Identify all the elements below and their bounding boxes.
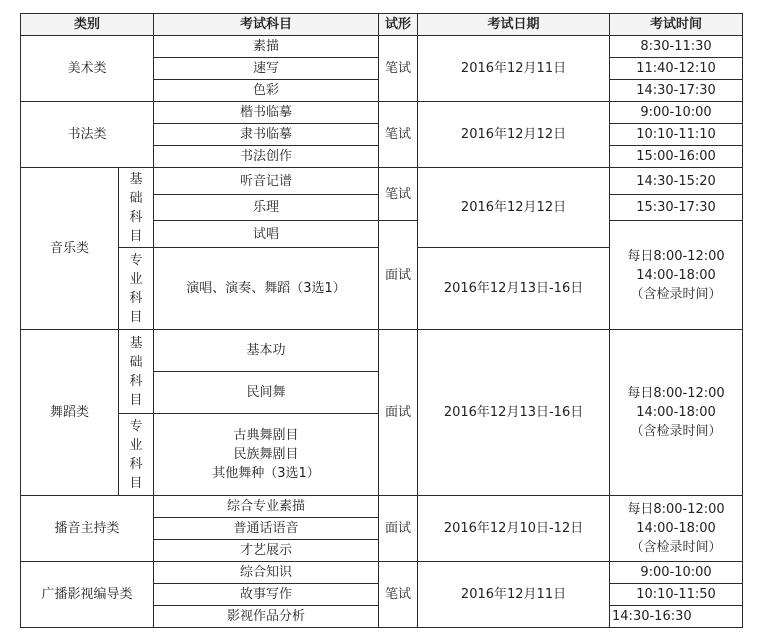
time-cell: 10:10-11:10 (610, 124, 743, 146)
dance-basic-label: 基 础 科 目 (119, 330, 154, 414)
subject-cell: 乐理 (154, 195, 379, 221)
table-row (21, 562, 743, 584)
date-cell: 2016年12月12日 (418, 102, 610, 168)
subject-cell: 演唱、演奏、舞蹈（3选1） (154, 248, 379, 330)
header-category: 类别 (21, 14, 154, 36)
subject-cell: 书法创作 (154, 146, 379, 168)
header-format: 试形 (379, 14, 418, 36)
time-cell: 11:40-12:10 (610, 58, 743, 80)
date-cell: 2016年12月10日-12日 (418, 496, 610, 562)
time-cell: 15:30-17:30 (610, 195, 743, 221)
time-cell: 9:00-10:00 (610, 102, 743, 124)
table-row (21, 102, 743, 124)
subject-cell: 隶书临摹 (154, 124, 379, 146)
table-row (21, 36, 743, 58)
format-cell: 面试 (379, 330, 418, 496)
header-time: 考试时间 (610, 14, 743, 36)
time-cell: 14:30-15:20 (610, 168, 743, 195)
music-major-label: 专 业 科 目 (119, 248, 154, 330)
category-calligraphy: 书法类 (21, 102, 154, 168)
table-row (21, 330, 743, 372)
subject-cell: 故事写作 (154, 584, 379, 606)
date-cell: 2016年12月11日 (418, 36, 610, 102)
header-row (21, 14, 743, 36)
category-art: 美术类 (21, 36, 154, 102)
category-film: 广播影视编导类 (21, 562, 154, 628)
category-music: 音乐类 (21, 168, 119, 330)
time-cell: 每日8:00-12:00 14:00-18:00 （含检录时间） (610, 496, 743, 562)
date-cell: 2016年12月13日-16日 (418, 330, 610, 496)
subject-cell: 普通话语音 (154, 518, 379, 540)
dance-major-label: 专 业 科 目 (119, 414, 154, 496)
time-cell: 14:30-17:30 (610, 80, 743, 102)
subject-cell: 速写 (154, 58, 379, 80)
time-cell: 15:00-16:00 (610, 146, 743, 168)
subject-cell: 综合专业素描 (154, 496, 379, 518)
date-cell: 2016年12月11日 (418, 562, 610, 628)
time-cell: 每日8:00-12:00 14:00-18:00 （含检录时间） (610, 221, 743, 330)
format-cell: 笔试 (379, 36, 418, 102)
date-cell: 2016年12月13日-16日 (418, 248, 610, 330)
table-row (21, 168, 743, 195)
format-cell: 笔试 (379, 102, 418, 168)
subject-cell: 听音记谱 (154, 168, 379, 195)
table-row (21, 496, 743, 518)
format-cell: 面试 (379, 496, 418, 562)
category-broadcast: 播音主持类 (21, 496, 154, 562)
subject-cell: 基本功 (154, 330, 379, 372)
time-cell: 10:10-11:50 (610, 584, 743, 606)
time-cell: 9:00-10:00 (610, 562, 743, 584)
format-cell: 面试 (379, 221, 418, 330)
format-cell: 笔试 (379, 562, 418, 628)
subject-cell: 才艺展示 (154, 540, 379, 562)
subject-cell: 综合知识 (154, 562, 379, 584)
time-cell: 14:30-16:30 (610, 606, 743, 628)
subject-cell: 色彩 (154, 80, 379, 102)
header-date: 考试日期 (418, 14, 610, 36)
subject-cell: 楷书临摹 (154, 102, 379, 124)
time-cell: 每日8:00-12:00 14:00-18:00 （含检录时间） (610, 330, 743, 496)
subject-cell: 素描 (154, 36, 379, 58)
subject-cell: 民间舞 (154, 372, 379, 414)
header-subject: 考试科目 (154, 14, 379, 36)
subject-cell: 古典舞剧目 民族舞剧目 其他舞种（3选1） (154, 414, 379, 496)
subject-cell: 影视作品分析 (154, 606, 379, 628)
subject-cell: 试唱 (154, 221, 379, 248)
category-dance: 舞蹈类 (21, 330, 119, 496)
exam-schedule-table (20, 13, 743, 628)
music-basic-label: 基 础 科 目 (119, 168, 154, 248)
time-cell: 8:30-11:30 (610, 36, 743, 58)
format-cell: 笔试 (379, 168, 418, 221)
date-cell: 2016年12月12日 (418, 168, 610, 248)
